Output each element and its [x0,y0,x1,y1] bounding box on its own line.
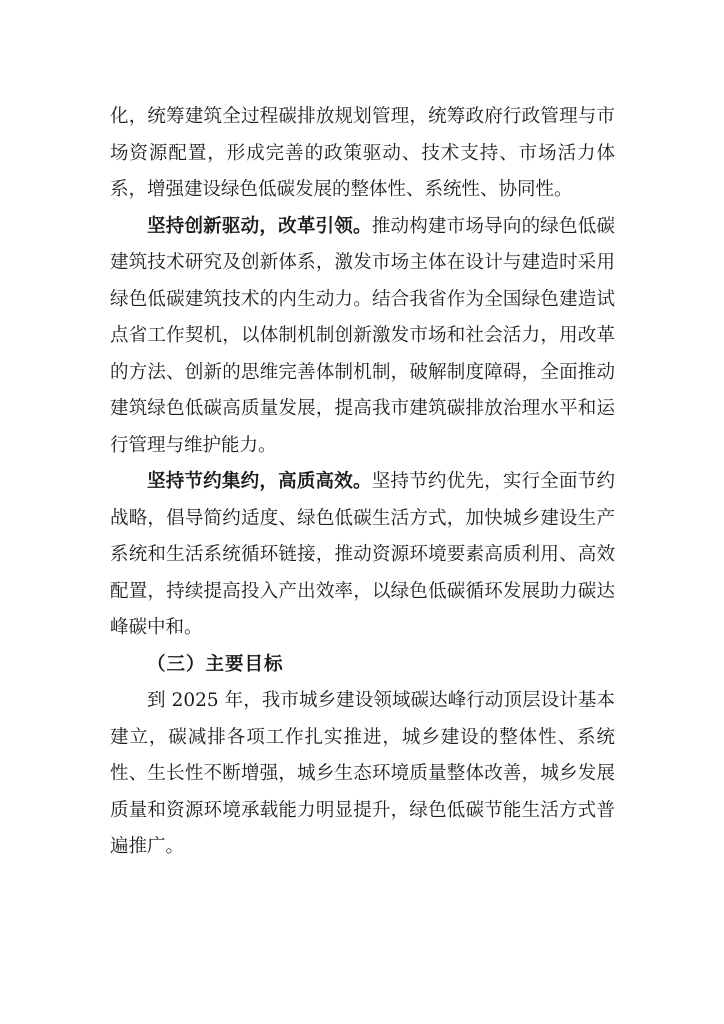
document-page [110,99,615,866]
economy-paragraph [110,464,615,647]
innovation-lead: 坚持创新驱动，改革引领。 [147,215,372,237]
economy-lead: 坚持节约集约，高质高效。 [147,471,372,492]
continuation-paragraph: 化，统筹建筑全过程碳排放规划管理，统筹政府行政管理与市场资源配置，形成完善的政策驱动、技术支持、市场活力体系，增强建设绿色低碳发展的整体性、系统性、协同性。 [110,106,615,200]
innovation-body: 推动构建市场导向的绿色低碳建筑技术研究及创新体系，激发市场主体在设计与建造时采用绿色低碳建筑技术的内生动力。结合我省作为全国绿色建造试点省工作契机，以体制机制创新激发市场和社会活力，用改革的方法、创新的思维完善体制机制，破解制度障碍，全面推动建筑绿色低碳高质量发展，提高我市建筑碳排放治理水平和运行管理与维护能力。 [110,215,615,456]
section-heading: （三）主要目标 [147,653,284,675]
economy-body: 坚持节约优先，实行全面节约战略，倡导简约适度、绿色低碳生活方式，加快城乡建设生产系统和生活系统循环链接，推动资源环境要素高质利用、高效配置，持续提高投入产出效率，以绿色低碳循环发展助力碳达峰碳中和。 [110,471,615,638]
innovation-paragraph [110,209,615,465]
goals-paragraph: 到 2025 年，我市城乡建设领域碳达峰行动顶层设计基本建立，碳减排各项工作扎实推进，城乡建设的整体性、系统性、生长性不断增强，城乡生态环境质量整体改善，城乡发展质量和资源环境承载能力明显提升，绿色低碳节能生活方式普遍推广。 [110,690,615,857]
